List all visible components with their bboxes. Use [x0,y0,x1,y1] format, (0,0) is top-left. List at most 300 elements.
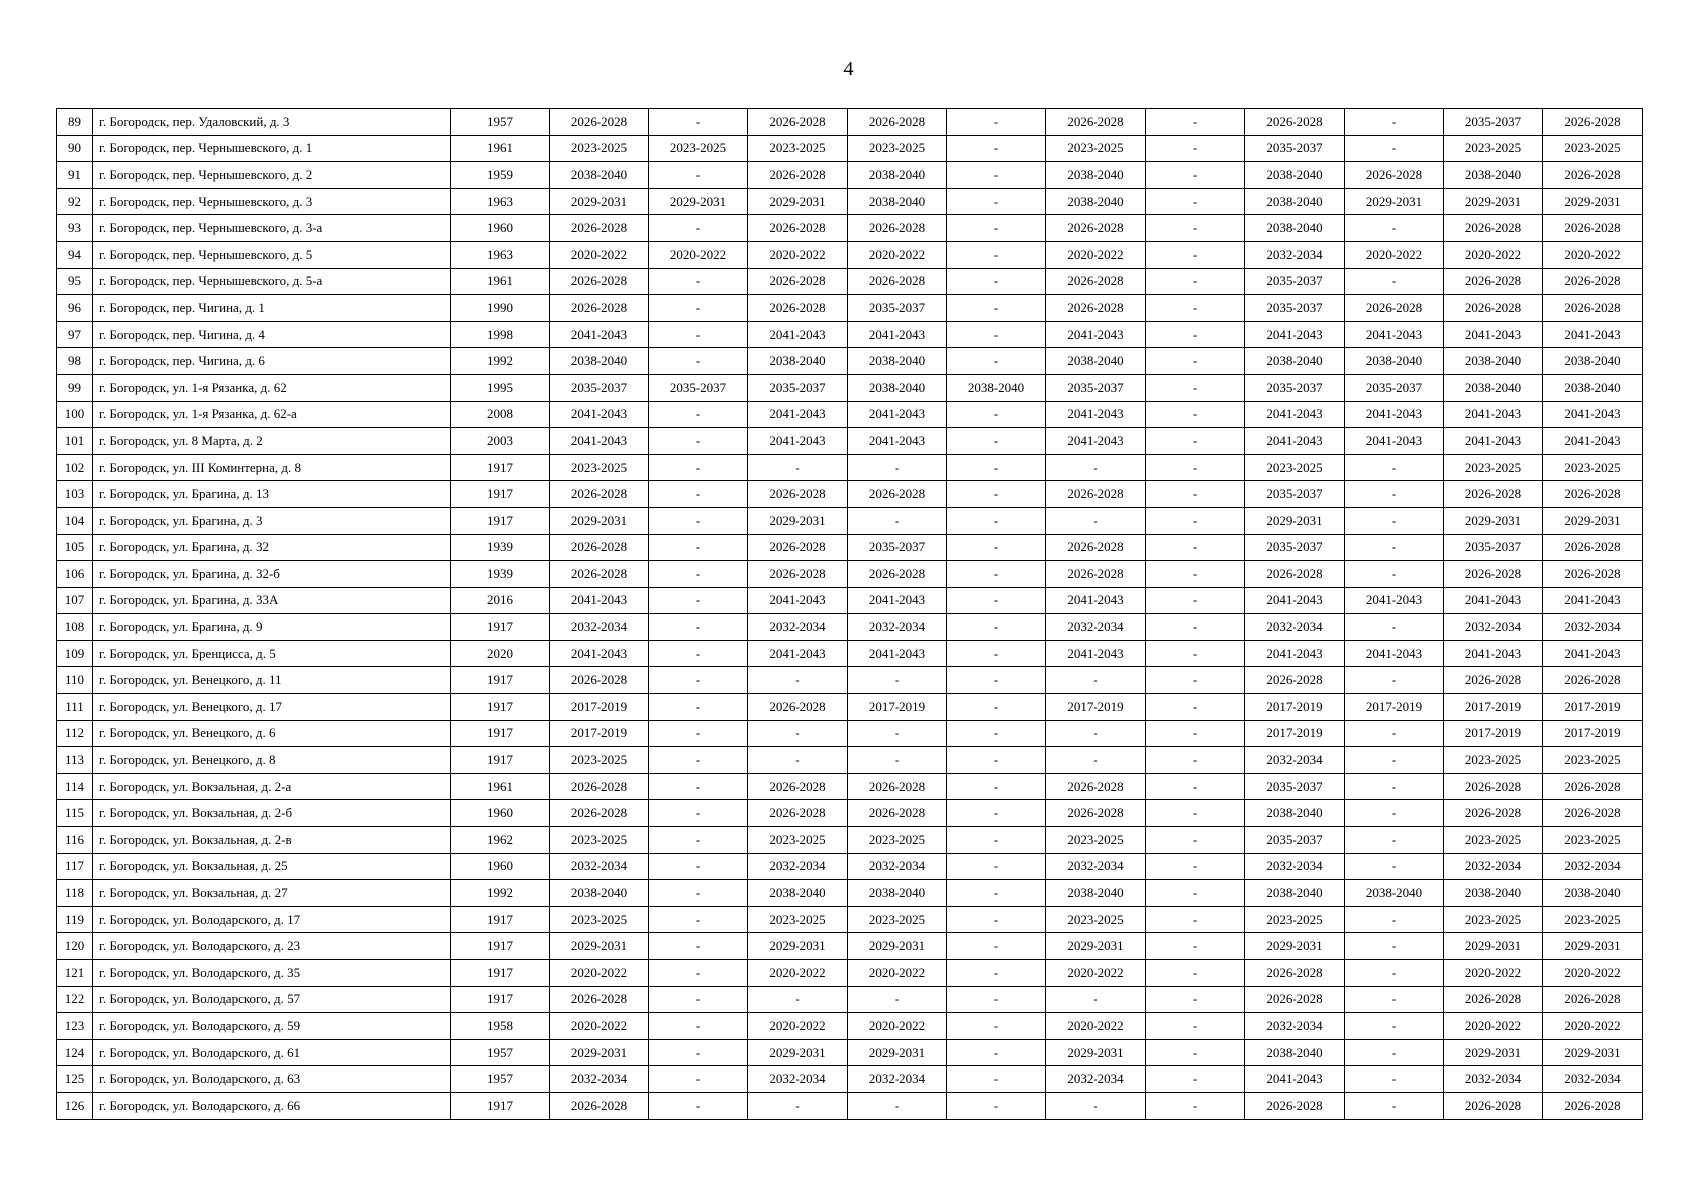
period-cell: - [1345,1066,1444,1093]
period-cell: - [1046,747,1146,774]
period-cell: 2035-2037 [848,534,947,561]
period-cell: 2026-2028 [1046,534,1146,561]
period-cell: 2026-2028 [1046,773,1146,800]
period-cell: - [1146,587,1245,614]
table-row [57,694,1643,721]
table-row [57,960,1643,987]
period-cell: - [649,215,748,242]
table-row [57,827,1643,854]
period-cell: 2020-2022 [748,960,848,987]
period-cell: 2041-2043 [1543,401,1643,428]
period-cell: 2023-2025 [1245,454,1345,481]
period-cell: 2035-2037 [1245,773,1345,800]
period-cell: - [947,188,1046,215]
row-number-cell: 100 [57,401,93,428]
period-cell: - [649,268,748,295]
row-number-cell: 124 [57,1039,93,1066]
period-cell: 2032-2034 [748,853,848,880]
period-cell: - [748,986,848,1013]
period-cell: 2026-2028 [550,109,649,136]
period-cell: 2026-2028 [1543,481,1643,508]
year-cell: 1992 [451,348,550,375]
period-cell: 2023-2025 [1046,135,1146,162]
address-cell: г. Богородск, ул. Бренцисса, д. 5 [93,640,451,667]
period-cell: 2038-2040 [1245,215,1345,242]
period-cell: - [1046,667,1146,694]
period-cell: 2029-2031 [1543,1039,1643,1066]
period-cell: - [848,507,947,534]
period-cell: - [1345,773,1444,800]
period-cell: - [649,694,748,721]
period-cell: 2026-2028 [1543,773,1643,800]
period-cell: 2041-2043 [1345,428,1444,455]
period-cell: 2041-2043 [848,401,947,428]
address-cell: г. Богородск, ул. Володарского, д. 61 [93,1039,451,1066]
table-row [57,880,1643,907]
address-cell: г. Богородск, пер. Чернышевского, д. 1 [93,135,451,162]
period-cell: - [1146,694,1245,721]
period-cell: - [1146,1013,1245,1040]
year-cell: 1917 [451,694,550,721]
period-cell: - [748,667,848,694]
period-cell: 2041-2043 [1046,401,1146,428]
period-cell: 2032-2034 [848,853,947,880]
period-cell: 2041-2043 [1046,640,1146,667]
period-cell: - [1345,747,1444,774]
period-cell: 2038-2040 [550,348,649,375]
period-cell: 2023-2025 [1543,135,1643,162]
table-row [57,428,1643,455]
period-cell: - [1046,454,1146,481]
period-cell: 2026-2028 [1444,1092,1543,1119]
row-number-cell: 112 [57,720,93,747]
period-cell: - [1146,188,1245,215]
period-cell: - [1146,880,1245,907]
year-cell: 1957 [451,109,550,136]
year-cell: 1962 [451,827,550,854]
period-cell: - [1046,986,1146,1013]
period-cell: - [1146,295,1245,322]
table-row [57,481,1643,508]
period-cell: 2041-2043 [1245,321,1345,348]
period-cell: 2035-2037 [550,374,649,401]
period-cell: - [1146,640,1245,667]
period-cell: 2020-2022 [1444,960,1543,987]
period-cell: - [748,454,848,481]
period-cell: 2026-2028 [848,268,947,295]
period-cell: - [1345,1013,1444,1040]
year-cell: 2020 [451,640,550,667]
period-cell: 2029-2031 [848,1039,947,1066]
period-cell: 2041-2043 [1046,587,1146,614]
period-cell: - [947,986,1046,1013]
row-number-cell: 106 [57,561,93,588]
period-cell: 2041-2043 [550,587,649,614]
period-cell: 2026-2028 [1543,268,1643,295]
period-cell: 2026-2028 [1444,773,1543,800]
period-cell: 2026-2028 [848,773,947,800]
period-cell: 2038-2040 [1245,800,1345,827]
table-row [57,321,1643,348]
period-cell: 2029-2031 [748,188,848,215]
period-cell: - [649,1013,748,1040]
period-cell: 2038-2040 [1245,162,1345,189]
period-cell: 2041-2043 [848,640,947,667]
period-cell: 2026-2028 [1543,561,1643,588]
period-cell: 2023-2025 [1444,454,1543,481]
period-cell: 2029-2031 [848,933,947,960]
period-cell: 2032-2034 [1245,747,1345,774]
period-cell: 2020-2022 [649,241,748,268]
year-cell: 1960 [451,215,550,242]
period-cell: - [1146,561,1245,588]
address-cell: г. Богородск, ул. Вокзальная, д. 2-в [93,827,451,854]
period-cell: - [848,454,947,481]
row-number-cell: 108 [57,614,93,641]
period-cell: 2029-2031 [550,933,649,960]
period-cell: 2041-2043 [748,428,848,455]
year-cell: 1917 [451,614,550,641]
period-cell: 2023-2025 [1046,827,1146,854]
table-row [57,1039,1643,1066]
period-cell: 2038-2040 [1245,188,1345,215]
period-cell: 2026-2028 [1245,109,1345,136]
period-cell: 2029-2031 [1345,188,1444,215]
period-cell: 2026-2028 [848,561,947,588]
period-cell: 2032-2034 [748,1066,848,1093]
period-cell: 2023-2025 [1245,906,1345,933]
table-row [57,561,1643,588]
period-cell: 2026-2028 [550,561,649,588]
period-cell: 2041-2043 [1345,587,1444,614]
period-cell: 2020-2022 [1046,1013,1146,1040]
period-cell: - [1046,720,1146,747]
period-cell: - [1146,986,1245,1013]
period-cell: 2026-2028 [1543,215,1643,242]
table-row [57,667,1643,694]
period-cell: 2026-2028 [1245,960,1345,987]
period-cell: - [1046,1092,1146,1119]
period-cell: - [947,295,1046,322]
period-cell: - [649,667,748,694]
period-cell: - [1146,162,1245,189]
period-cell: 2026-2028 [1345,162,1444,189]
period-cell: - [1146,109,1245,136]
period-cell: 2020-2022 [848,960,947,987]
address-cell: г. Богородск, пер. Удаловский, д. 3 [93,109,451,136]
period-cell: 2026-2028 [1245,986,1345,1013]
period-cell: - [649,295,748,322]
row-number-cell: 123 [57,1013,93,1040]
period-cell: 2041-2043 [1444,321,1543,348]
period-cell: 2020-2022 [1444,1013,1543,1040]
table-row [57,401,1643,428]
year-cell: 1917 [451,454,550,481]
table-row [57,215,1643,242]
period-cell: 2026-2028 [1046,481,1146,508]
address-cell: г. Богородск, ул. 8 Марта, д. 2 [93,428,451,455]
period-cell: - [947,428,1046,455]
row-number-cell: 92 [57,188,93,215]
period-cell: 2026-2028 [748,162,848,189]
period-cell: - [947,321,1046,348]
table-row [57,587,1643,614]
period-cell: 2026-2028 [748,295,848,322]
period-cell: 2035-2037 [848,295,947,322]
row-number-cell: 98 [57,348,93,375]
period-cell: 2026-2028 [1245,667,1345,694]
period-cell: 2032-2034 [1444,614,1543,641]
period-cell: 2038-2040 [1543,348,1643,375]
period-cell: 2032-2034 [848,614,947,641]
period-cell: - [848,720,947,747]
period-cell: 2038-2040 [1046,880,1146,907]
period-cell: - [1146,374,1245,401]
period-cell: 2026-2028 [1543,534,1643,561]
table-row [57,268,1643,295]
row-number-cell: 120 [57,933,93,960]
period-cell: 2023-2025 [1046,906,1146,933]
row-number-cell: 105 [57,534,93,561]
row-number-cell: 99 [57,374,93,401]
period-cell: - [947,827,1046,854]
year-cell: 2008 [451,401,550,428]
period-cell: 2017-2019 [848,694,947,721]
period-cell: - [1345,933,1444,960]
period-cell: - [748,747,848,774]
period-cell: - [1146,321,1245,348]
row-number-cell: 121 [57,960,93,987]
period-cell: - [947,162,1046,189]
period-cell: 2026-2028 [748,268,848,295]
period-cell: 2029-2031 [748,507,848,534]
period-cell: 2035-2037 [1046,374,1146,401]
period-cell: 2032-2034 [1245,1013,1345,1040]
period-cell: 2041-2043 [550,640,649,667]
period-cell: 2017-2019 [1345,694,1444,721]
period-cell: 2023-2025 [1543,747,1643,774]
address-cell: г. Богородск, пер. Чернышевского, д. 2 [93,162,451,189]
table-row [57,534,1643,561]
period-cell: 2026-2028 [1245,1092,1345,1119]
period-cell: 2026-2028 [1543,162,1643,189]
address-cell: г. Богородск, пер. Чернышевского, д. 5 [93,241,451,268]
period-cell: 2026-2028 [1444,667,1543,694]
period-cell: 2032-2034 [1245,853,1345,880]
year-cell: 1960 [451,800,550,827]
period-cell: 2026-2028 [1046,295,1146,322]
year-cell: 1917 [451,906,550,933]
period-cell: 2035-2037 [1245,481,1345,508]
row-number-cell: 94 [57,241,93,268]
period-cell: 2023-2025 [748,135,848,162]
year-cell: 1961 [451,135,550,162]
row-number-cell: 109 [57,640,93,667]
address-cell: г. Богородск, ул. Вокзальная, д. 27 [93,880,451,907]
period-cell: 2026-2028 [748,215,848,242]
period-cell: 2023-2025 [1444,827,1543,854]
table-row [57,640,1643,667]
period-cell: - [848,986,947,1013]
period-cell: - [649,827,748,854]
address-cell: г. Богородск, ул. Брагина, д. 9 [93,614,451,641]
address-cell: г. Богородск, ул. Володарского, д. 59 [93,1013,451,1040]
repair-schedule-table [56,108,1643,1120]
row-number-cell: 117 [57,853,93,880]
period-cell: 2032-2034 [1543,614,1643,641]
period-cell: - [1345,268,1444,295]
period-cell: 2026-2028 [748,561,848,588]
period-cell: 2023-2025 [748,906,848,933]
period-cell: 2026-2028 [848,800,947,827]
period-cell: - [1146,720,1245,747]
period-cell: - [947,1066,1046,1093]
period-cell: 2038-2040 [848,162,947,189]
period-cell: 2041-2043 [1345,640,1444,667]
period-cell: 2041-2043 [550,321,649,348]
period-cell: 2026-2028 [748,481,848,508]
period-cell: - [947,853,1046,880]
period-cell: 2041-2043 [1245,1066,1345,1093]
period-cell: - [1146,454,1245,481]
row-number-cell: 102 [57,454,93,481]
period-cell: 2023-2025 [848,135,947,162]
period-cell: 2029-2031 [1444,933,1543,960]
address-cell: г. Богородск, пер. Чернышевского, д. 5-а [93,268,451,295]
period-cell: - [649,428,748,455]
row-number-cell: 122 [57,986,93,1013]
period-cell: - [649,1039,748,1066]
period-cell: 2038-2040 [1046,348,1146,375]
period-cell: - [947,348,1046,375]
period-cell: 2029-2031 [1444,188,1543,215]
address-cell: г. Богородск, ул. Вокзальная, д. 25 [93,853,451,880]
period-cell: - [1345,534,1444,561]
period-cell: 2038-2040 [848,348,947,375]
period-cell: 2035-2037 [1245,827,1345,854]
period-cell: - [1146,614,1245,641]
period-cell: - [1146,773,1245,800]
period-cell: 2038-2040 [1245,880,1345,907]
period-cell: 2023-2025 [649,135,748,162]
period-cell: 2026-2028 [550,481,649,508]
table-row [57,135,1643,162]
year-cell: 1917 [451,986,550,1013]
period-cell: 2017-2019 [1543,720,1643,747]
year-cell: 1917 [451,747,550,774]
period-cell: 2038-2040 [848,374,947,401]
period-cell: - [649,720,748,747]
row-number-cell: 101 [57,428,93,455]
period-cell: 2029-2031 [1245,507,1345,534]
period-cell: 2032-2034 [1046,1066,1146,1093]
period-cell: 2032-2034 [550,614,649,641]
period-cell: 2020-2022 [848,241,947,268]
period-cell: - [947,800,1046,827]
period-cell: 2023-2025 [1444,135,1543,162]
period-cell: 2023-2025 [550,454,649,481]
period-cell: - [1146,1039,1245,1066]
address-cell: г. Богородск, ул. 1-я Рязанка, д. 62-а [93,401,451,428]
period-cell: - [1146,800,1245,827]
period-cell: - [1146,534,1245,561]
address-cell: г. Богородск, ул. Володарского, д. 63 [93,1066,451,1093]
table-row [57,1066,1643,1093]
period-cell: 2020-2022 [550,241,649,268]
year-cell: 1963 [451,241,550,268]
period-cell: - [1345,1092,1444,1119]
period-cell: 2029-2031 [1543,188,1643,215]
period-cell: 2032-2034 [1245,241,1345,268]
period-cell: 2029-2031 [1543,507,1643,534]
period-cell: 2041-2043 [848,321,947,348]
period-cell: 2041-2043 [1345,401,1444,428]
period-cell: 2017-2019 [1245,694,1345,721]
year-cell: 1939 [451,534,550,561]
period-cell: 2017-2019 [550,720,649,747]
table-row [57,800,1643,827]
period-cell: - [947,933,1046,960]
table-row [57,720,1643,747]
table-row [57,614,1643,641]
address-cell: г. Богородск, ул. Володарского, д. 17 [93,906,451,933]
period-cell: - [649,986,748,1013]
period-cell: 2026-2028 [848,109,947,136]
period-cell: - [1146,933,1245,960]
period-cell: - [947,587,1046,614]
address-cell: г. Богородск, ул. Венецкого, д. 6 [93,720,451,747]
period-cell: - [649,614,748,641]
period-cell: 2029-2031 [748,933,848,960]
period-cell: 2020-2022 [748,1013,848,1040]
period-cell: - [649,321,748,348]
period-cell: 2026-2028 [1444,561,1543,588]
period-cell: 2041-2043 [748,401,848,428]
table-row [57,986,1643,1013]
period-cell: 2017-2019 [1444,720,1543,747]
period-cell: 2032-2034 [1046,614,1146,641]
period-cell: 2038-2040 [1245,348,1345,375]
period-cell: - [649,507,748,534]
period-cell: 2026-2028 [748,800,848,827]
period-cell: 2017-2019 [1046,694,1146,721]
period-cell: - [947,241,1046,268]
period-cell: 2020-2022 [550,1013,649,1040]
period-cell: 2041-2043 [748,587,848,614]
period-cell: 2041-2043 [1444,640,1543,667]
year-cell: 1998 [451,321,550,348]
period-cell: - [947,454,1046,481]
address-cell: г. Богородск, пер. Чернышевского, д. 3 [93,188,451,215]
period-cell: 2026-2028 [1444,268,1543,295]
period-cell: 2026-2028 [1046,268,1146,295]
period-cell: 2032-2034 [1444,1066,1543,1093]
period-cell: 2023-2025 [748,827,848,854]
period-cell: - [1345,614,1444,641]
period-cell: 2038-2040 [550,880,649,907]
period-cell: 2038-2040 [748,348,848,375]
period-cell: - [1345,1039,1444,1066]
period-cell: - [649,587,748,614]
period-cell: - [1345,215,1444,242]
period-cell: 2020-2022 [1543,1013,1643,1040]
period-cell: 2032-2034 [748,614,848,641]
address-cell: г. Богородск, ул. Брагина, д. 32-б [93,561,451,588]
period-cell: - [1146,827,1245,854]
period-cell: 2026-2028 [1543,667,1643,694]
row-number-cell: 104 [57,507,93,534]
period-cell: - [1146,241,1245,268]
